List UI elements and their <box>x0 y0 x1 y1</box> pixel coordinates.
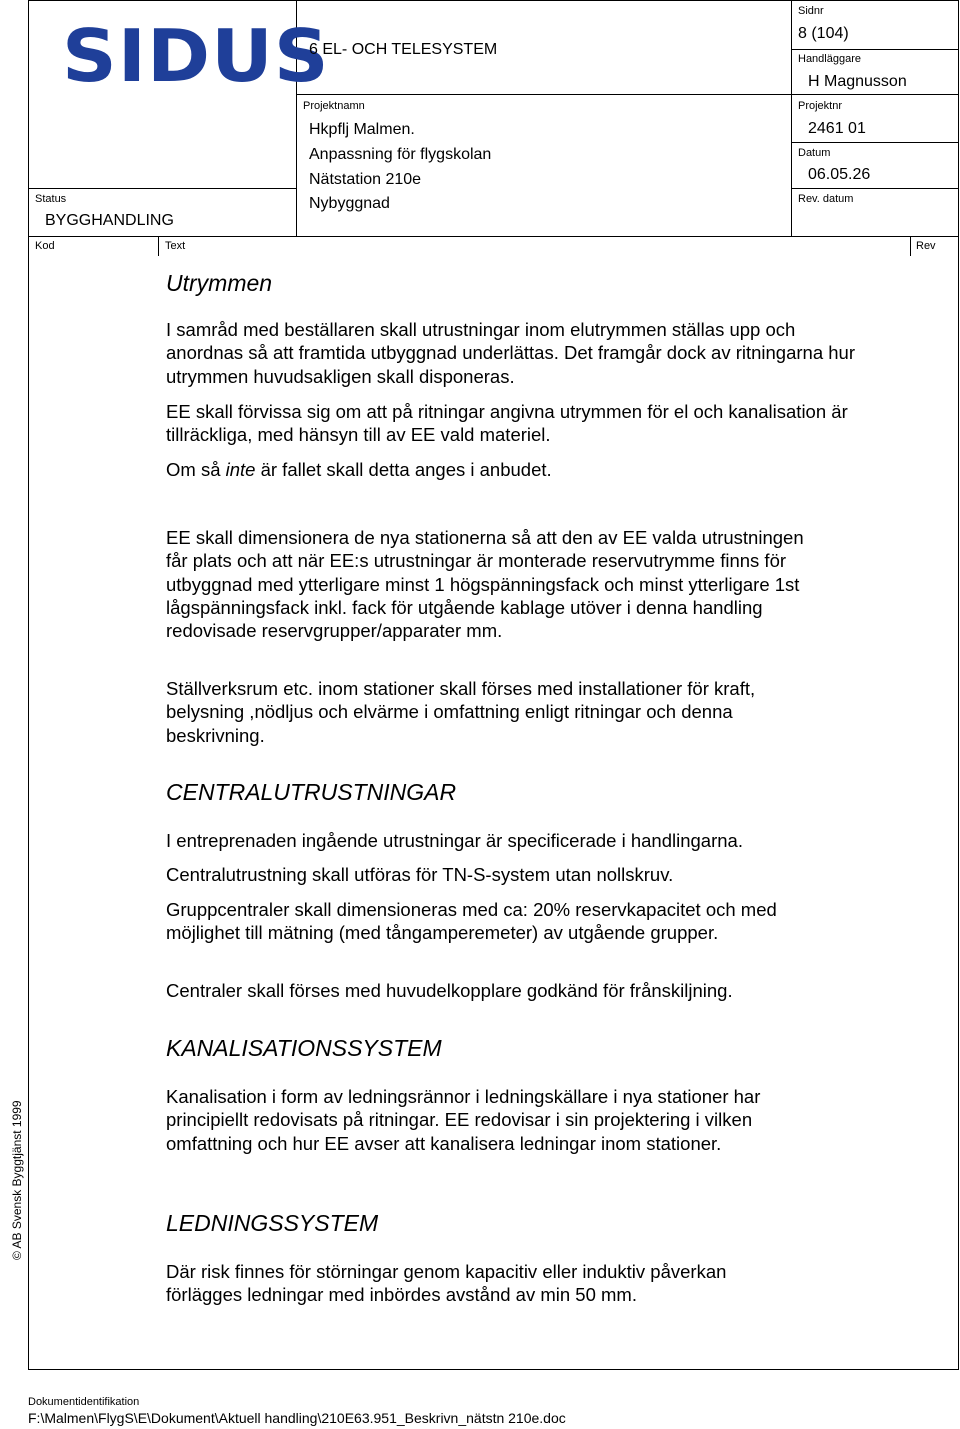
sidus-logo: SIDUS <box>62 13 330 98</box>
docid-label: Dokumentidentifikation <box>28 1396 140 1408</box>
paragraph: Kanalisation i form av ledningsrännor i ledningskällare i nya stationer har principiellt redovisats på ritningar. EE redovisar i sin projektering i vilken omfattning och hur EE avser att kanalisera ledningar inom stationer. <box>166 1086 761 1154</box>
datum-value: 06.05.26 <box>808 166 871 183</box>
handlaggare-label: Handläggare <box>798 53 861 65</box>
projektnamn-label: Projektnamn <box>303 100 365 112</box>
header-divider <box>791 94 959 95</box>
header-divider <box>791 188 959 189</box>
projektnr-value: 2461 01 <box>808 120 866 137</box>
sidnr-label: Sidnr <box>798 5 824 17</box>
text-label: Text <box>165 240 186 252</box>
projektnr-label: Projektnr <box>798 100 843 112</box>
paragraph: EE skall förvissa sig om att på ritningar angivna utrymmen för el och kanalisation är tillräckliga, med hänsyn till av EE vald materiel. <box>166 401 848 446</box>
rev-label: Rev <box>916 240 936 252</box>
chapter-title: 6 EL- OCH TELESYSTEM <box>309 41 498 58</box>
handlaggare-value: H Magnusson <box>808 73 907 90</box>
header-divider <box>791 142 959 143</box>
paragraph: Ställverksrum etc. inom stationer skall förses med installationer för kraft, belysning ,nödljus och elvärme i omfattning enligt ritningar och denna beskrivning. <box>166 678 756 746</box>
paragraph <box>166 458 866 481</box>
header-divider <box>296 94 791 95</box>
status-label: Status <box>35 193 67 205</box>
section-heading-centralutrustningar: CENTRALUTRUSTNINGAR <box>166 779 457 805</box>
kod-label: Kod <box>35 240 55 252</box>
paragraph: Centraler skall förses med huvudelkopplare godkänd för frånskiljning. <box>166 980 733 1001</box>
section-heading-kanalisationssystem: KANALISATIONSSYSTEM <box>166 1035 442 1061</box>
column-divider <box>910 236 911 256</box>
status-value: BYGGHANDLING <box>45 212 174 229</box>
docid-value: F:\Malmen\FlygS\E\Dokument\Aktuell handling\210E63.951_Beskrivn_nätstn 210e.doc <box>28 1410 566 1426</box>
sidnr-value: 8 (104) <box>798 25 849 42</box>
section-heading-ledningssystem: LEDNINGSSYSTEM <box>166 1210 379 1236</box>
paragraph: Centralutrustning skall utföras för TN-S-system utan nollskruv. <box>166 864 674 885</box>
projektnamn-line: Nybyggnad <box>309 195 390 212</box>
paragraph: EE skall dimensionera de nya stationerna så att den av EE valda utrustningen får plats och att när EE:s utrustningar är monterade reservutrymme finns för utbyggnad med ytterligare minst 1 högspänningsfack och minst ytterligare 1st lågspänningsfack inkl. fack för utgående kablage utöver i denna handling redovisade reservgrupper/apparater mm. <box>166 527 804 642</box>
projektnamn-line: Anpassning för flygskolan <box>309 146 492 163</box>
section-heading-utrymmen: Utrymmen <box>166 270 273 296</box>
projektnamn-line: Nätstation 210e <box>309 171 422 188</box>
text-run: är fallet skall detta anges i anbudet. <box>255 459 552 480</box>
paragraph: I samråd med beställaren skall utrustningar inom elutrymmen ställas upp och anordnas så att framtida utbyggnad underlättas. Det framgår dock av ritningarna hur utrymmen huvudsakligen skall disponeras. <box>166 319 855 387</box>
text-run: Om så <box>166 459 226 480</box>
copyright-notice: © AB Svensk Byggtjänst 1999 <box>10 1100 24 1260</box>
revdatum-label: Rev. datum <box>798 193 854 205</box>
header-divider <box>791 0 792 236</box>
projektnamn-line: Hkpflj Malmen. <box>309 121 415 138</box>
paragraph: Där risk finnes för störningar genom kapacitiv eller induktiv påverkan förlägges ledningar med inbördes avstånd av min 50 mm. <box>166 1261 727 1306</box>
header-divider <box>28 236 959 237</box>
datum-label: Datum <box>798 147 831 159</box>
paragraph: Gruppcentraler skall dimensioneras med ca: 20% reservkapacitet och med möjlighet till mätning (med tångamperemeter) av utgående grupper. <box>166 899 777 944</box>
paragraph: I entreprenaden ingående utrustningar är specificerade i handlingarna. <box>166 830 743 851</box>
header-divider <box>28 188 296 189</box>
emphasis-text: inte <box>225 459 256 480</box>
header-divider <box>791 49 959 50</box>
column-divider <box>158 236 159 256</box>
